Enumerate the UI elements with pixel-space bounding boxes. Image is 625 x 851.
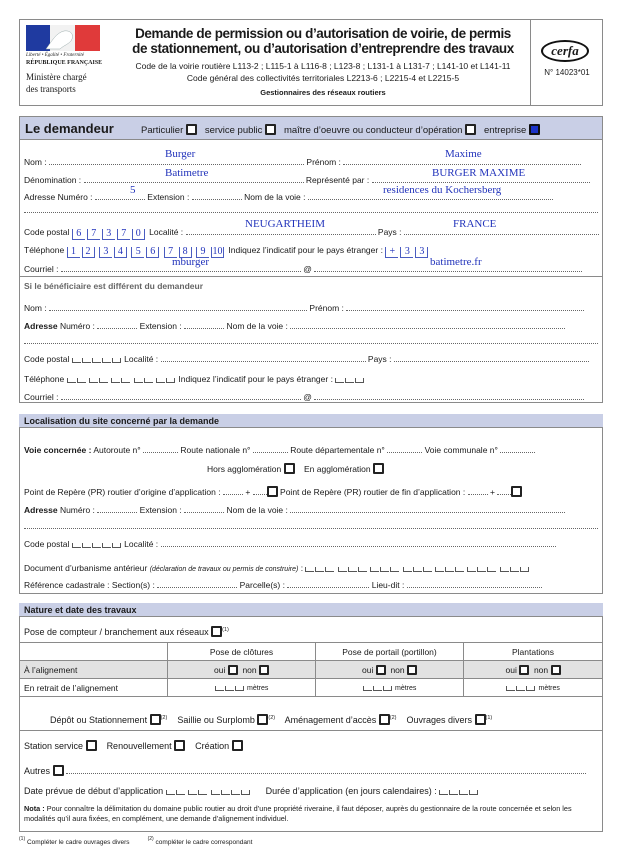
en-agglo-label: En agglomération xyxy=(304,464,371,474)
tel-digit[interactable]: 7 xyxy=(164,247,177,258)
autoroute-field[interactable] xyxy=(143,444,178,453)
portail-metres xyxy=(316,679,464,697)
plantations-metres-unit: mètres xyxy=(538,685,560,692)
footer-sup1: (1) xyxy=(19,836,26,842)
pr-fin-field[interactable] xyxy=(468,486,488,495)
loc-adresse-label: Adresse xyxy=(24,505,58,515)
benef-courriel-user[interactable] xyxy=(61,391,301,400)
pr-fin-offset[interactable] xyxy=(497,486,511,495)
plantations-metres-boxes[interactable] xyxy=(506,683,536,693)
prenom-value: Maxime xyxy=(445,148,482,160)
indic-digit[interactable]: 3 xyxy=(415,247,428,258)
amenag-sup: (2) xyxy=(389,715,397,721)
benef-cp-label: Code postal xyxy=(24,354,70,364)
row-alignement: À l’alignement xyxy=(20,661,168,679)
opt-entreprise-label: entreprise xyxy=(484,125,527,136)
voie-concernee-label: Voie concernée : xyxy=(24,445,92,455)
opt-service-label: service public xyxy=(204,125,263,136)
vc-label: Voie communale n° xyxy=(424,445,498,455)
denom-value: Batimetre xyxy=(165,167,209,179)
loc-ext-field[interactable] xyxy=(184,504,224,513)
repres-value: BURGER MAXIME xyxy=(432,167,526,179)
loc-numero-label: Numéro : xyxy=(59,505,95,515)
legal-codes-line1: Code de la voirie routière L113-2 ; L115-1 à L116-8 ; L123-8 ; L131-1 à L131-7 ; L141-10 et L141-11 xyxy=(135,61,511,71)
courriel-domain-value: batimetre.fr xyxy=(430,256,482,268)
autres-label: Autres xyxy=(24,766,51,776)
beneficiaire-title: Si le bénéficiaire est différent du demandeur xyxy=(24,281,204,291)
autoroute-label: Autoroute n° xyxy=(93,445,141,455)
ministry-line1: Ministère chargé xyxy=(26,72,87,82)
numero-label: Numéro : xyxy=(57,192,93,202)
nota-text: Pour connaître la délimitation du domaine public routier au droit d’une propriété riveraine, il faut déposer, auprès du gestionnaire de la route concernée et selon les modalités qu’il aura fixées, en complément, une demande d’alignement individuel. xyxy=(24,804,572,823)
at-sign: @ xyxy=(303,264,312,274)
duree-label: Durée d’application (en jours calendaires) : xyxy=(265,786,437,796)
benef-voie-label: Nom de la voie : xyxy=(226,321,288,331)
rn-label: Route nationale n° xyxy=(180,445,251,455)
localite-value: NEUGARTHEIM xyxy=(245,218,325,230)
table-corner-cell xyxy=(20,643,168,661)
loc-voie-field[interactable] xyxy=(290,504,565,513)
clotures-metres xyxy=(168,679,316,697)
depot-sup: (2) xyxy=(160,715,168,721)
ministry-line2: des transports xyxy=(26,84,76,94)
pr-origine-offset[interactable] xyxy=(253,486,267,495)
doc-label: Document d’urbanisme antérieur xyxy=(24,563,148,573)
tel-digit[interactable]: 5 xyxy=(131,247,144,258)
form-title-line2: de stationnement, ou d’autorisation d’entreprendre des travaux xyxy=(132,41,514,56)
logo-motto: Liberté • Égalité • Fraternité xyxy=(26,53,84,58)
cp-digit[interactable]: 7 xyxy=(87,229,100,240)
tel-digit[interactable]: 1 xyxy=(67,247,80,258)
indic-digit[interactable]: + xyxy=(385,247,398,258)
pays-label: Pays : xyxy=(377,227,402,237)
adresse-label: Adresse xyxy=(24,192,56,202)
voie-value: residences du Kochersberg xyxy=(383,184,502,196)
ouvrages-sup: (1) xyxy=(485,715,493,721)
benef-adresse-row xyxy=(24,320,565,331)
benef-tel-row xyxy=(24,374,365,385)
clotures-oui-checkbox[interactable] xyxy=(228,665,238,675)
benef-courriel-row xyxy=(24,391,584,402)
clotures-oui-label: oui xyxy=(213,664,226,675)
benef-numero-field[interactable] xyxy=(97,320,137,329)
tel-digit[interactable]: 2 xyxy=(82,247,95,258)
station-checkbox[interactable] xyxy=(86,740,97,751)
repres-label: Représenté par : xyxy=(305,175,370,185)
demandeur-type-options xyxy=(141,124,540,136)
pr-row xyxy=(24,486,522,497)
indic-digit-boxes[interactable] xyxy=(385,245,430,255)
clotures-non-checkbox[interactable] xyxy=(259,665,269,675)
hors-agglo-checkbox[interactable] xyxy=(284,463,295,474)
rn-field[interactable] xyxy=(253,444,288,453)
parcelles-field[interactable] xyxy=(287,579,369,588)
portail-metres-boxes[interactable] xyxy=(363,683,393,693)
date-debut-boxes[interactable] xyxy=(166,787,251,797)
opt-maitre-label: maître d’oeuvre ou conducteur d’opération xyxy=(283,125,463,136)
portail-non-checkbox[interactable] xyxy=(407,665,417,675)
saillie-checkbox[interactable] xyxy=(257,714,268,725)
agglomeration-row xyxy=(207,463,384,474)
portail-oui-non xyxy=(316,661,464,679)
footer-note2: compléter le cadre correspondant xyxy=(155,839,253,846)
benef-courriel-label: Courriel : xyxy=(24,392,59,402)
benef-prenom-field[interactable] xyxy=(346,302,584,311)
loc-adresse-row xyxy=(24,504,565,515)
pr-origine-field[interactable] xyxy=(223,486,243,495)
clotures-oui-non xyxy=(168,661,316,679)
plantations-oui-checkbox[interactable] xyxy=(519,665,529,675)
saillie-label: Saillie ou Surplomb xyxy=(177,715,255,725)
travaux-table xyxy=(19,642,603,697)
denom-label: Dénomination : xyxy=(24,175,82,185)
tel-digit[interactable]: 3 xyxy=(99,247,112,258)
pr-fin-plus: + xyxy=(490,487,495,497)
plantations-metres xyxy=(464,679,603,697)
cadastre-row xyxy=(24,579,542,590)
tel-digit[interactable]: 6 xyxy=(146,247,159,258)
clotures-non-label: non xyxy=(242,664,257,675)
footer-notes xyxy=(19,836,252,846)
doc-note: (déclaration de travaux ou permis de construire) xyxy=(149,566,299,573)
travaux-title: Nature et date des travaux xyxy=(19,603,603,617)
cp-digit-boxes[interactable] xyxy=(72,227,147,237)
vc-field[interactable] xyxy=(500,444,535,453)
loc-localite-field[interactable] xyxy=(161,538,556,547)
plantations-oui-non xyxy=(464,661,603,679)
footer-sup2: (2) xyxy=(147,836,154,842)
cp-label: Code postal xyxy=(24,227,70,237)
station-row xyxy=(24,740,243,751)
nom-value: Burger xyxy=(165,148,196,160)
parcelles-label: Parcelle(s) : xyxy=(239,580,285,590)
pr-origine-plus: + xyxy=(245,487,251,497)
localisation-title: Localisation du site concerné par la demande xyxy=(19,414,603,428)
creation-label: Création xyxy=(195,741,230,751)
depot-checkbox[interactable] xyxy=(150,714,161,725)
cp-digit[interactable]: 7 xyxy=(117,229,130,240)
benef-tel-boxes[interactable] xyxy=(67,375,177,385)
amenag-label: Aménagement d’accès xyxy=(284,715,377,725)
ouvrages-label: Ouvrages divers xyxy=(406,715,473,725)
pr-origine-checkbox[interactable] xyxy=(267,486,278,497)
nota-label: Nota : xyxy=(24,804,45,813)
maitre-oeuvre-checkbox[interactable] xyxy=(465,124,476,135)
opt-particulier-label: Particulier xyxy=(141,125,184,136)
portail-oui-checkbox[interactable] xyxy=(376,665,386,675)
renouv-label: Renouvellement xyxy=(106,741,172,751)
cerfa-box xyxy=(530,19,603,106)
saillie-sup: (2) xyxy=(268,715,276,721)
nom-label: Nom : xyxy=(24,157,47,167)
autres-checkbox[interactable] xyxy=(53,765,64,776)
adresse-line2[interactable] xyxy=(24,204,598,213)
loc-cp-label: Code postal xyxy=(24,539,70,549)
doc-ref-boxes[interactable] xyxy=(305,564,529,574)
col-clotures: Pose de clôtures xyxy=(168,643,316,661)
section-field[interactable] xyxy=(157,579,237,588)
lieudit-label: Lieu-dit : xyxy=(371,580,405,590)
loc-ext-label: Extension : xyxy=(139,505,182,515)
tel-digit[interactable]: 10 xyxy=(212,246,223,257)
marianne-logo xyxy=(26,25,100,51)
plantations-non-checkbox[interactable] xyxy=(551,665,561,675)
loc-numero-field[interactable] xyxy=(97,504,137,513)
tel-digit[interactable]: 4 xyxy=(114,247,127,258)
pose-compteur-checkbox[interactable] xyxy=(211,626,222,637)
en-agglo-checkbox[interactable] xyxy=(373,463,384,474)
localite-label: Localité : xyxy=(149,227,184,237)
portail-oui-label: oui xyxy=(361,664,374,675)
rd-field[interactable] xyxy=(387,444,422,453)
travaux-separator xyxy=(19,730,603,731)
depot-label: Dépôt ou Stationnement xyxy=(50,715,148,725)
cerfa-logo xyxy=(541,40,589,62)
legal-codes-line2: Code général des collectivités territoriales L2213-6 ; L2215-4 et L2215-5 xyxy=(186,73,460,83)
amenag-checkbox[interactable] xyxy=(379,714,390,725)
benef-localite-field[interactable] xyxy=(161,353,366,362)
cp-digit[interactable]: 3 xyxy=(102,229,115,240)
numero-field[interactable] xyxy=(95,191,145,200)
row-retrait: En retrait de l’alignement xyxy=(20,679,168,697)
pays-field[interactable] xyxy=(404,226,599,235)
demandeur-nom-row xyxy=(24,156,581,167)
logo-republique: RÉPUBLIQUE FRANÇAISE xyxy=(26,60,103,66)
nota xyxy=(24,804,599,824)
benef-ext-field[interactable] xyxy=(184,320,224,329)
pose-compteur-label: Pose de compteur / branchement aux réseaux xyxy=(24,627,209,637)
benef-numero-label: Numéro : xyxy=(59,321,95,331)
pose-compteur-row xyxy=(24,626,229,637)
cerfa-logo-text: cerfa xyxy=(551,43,579,58)
portail-metres-unit: mètres xyxy=(394,685,417,692)
cerfa-number: N° 14023*01 xyxy=(544,68,590,77)
col-plantations: Plantations xyxy=(464,643,603,661)
managers-label: Gestionnaires des réseaux routiers xyxy=(260,88,386,97)
benef-nom-label: Nom : xyxy=(24,303,47,313)
rd-label: Route départementale n° xyxy=(290,445,385,455)
demandeur-tel-row xyxy=(24,245,430,258)
tel-label: Téléphone xyxy=(24,245,65,255)
tel-digit[interactable]: 9 xyxy=(196,247,209,258)
loc-adresse-line2[interactable] xyxy=(24,520,598,529)
benef-courriel-domain[interactable] xyxy=(314,391,584,400)
lieudit-field[interactable] xyxy=(407,579,542,588)
benef-pays-label: Pays : xyxy=(367,354,392,364)
extension-field[interactable] xyxy=(192,191,242,200)
benef-localite-label: Localité : xyxy=(124,354,159,364)
pr-fin-checkbox[interactable] xyxy=(511,486,522,497)
benef-at-sign: @ xyxy=(303,392,312,402)
loc-voie-label: Nom de la voie : xyxy=(226,505,288,515)
benef-cp-boxes[interactable] xyxy=(72,355,122,365)
courriel-user-value: mburger xyxy=(172,256,210,268)
benef-ext-label: Extension : xyxy=(139,321,182,331)
indic-digit[interactable]: 3 xyxy=(400,247,413,258)
cp-digit[interactable]: 6 xyxy=(72,229,85,240)
courriel-label: Courriel : xyxy=(24,264,59,274)
cp-digit[interactable]: 0 xyxy=(132,229,145,240)
autres-field[interactable] xyxy=(66,765,586,774)
benef-indic-label: Indiquez l’indicatif pour le pays étranger : xyxy=(178,374,333,384)
form-title-line1: Demande de permission ou d’autorisation de voirie, de permis xyxy=(135,26,511,41)
depot-row xyxy=(50,714,492,725)
tel-digit-boxes[interactable] xyxy=(67,245,227,255)
doc-urbanisme-row: Document d’urbanisme antérieur (déclaration de travaux ou permis de construire) : xyxy=(24,563,530,574)
numero-value: 5 xyxy=(130,184,136,196)
plantations-non-label: non xyxy=(533,664,549,675)
benef-nom-row xyxy=(24,302,584,313)
extension-label: Extension : xyxy=(147,192,190,202)
benef-indic-boxes[interactable] xyxy=(335,375,365,385)
prenom-label: Prénom : xyxy=(306,157,341,167)
date-debut-label: Date prévue de début d’application xyxy=(24,786,164,796)
creation-checkbox[interactable] xyxy=(232,740,243,751)
demandeur-title: Le demandeur xyxy=(25,121,114,136)
benef-cp-row xyxy=(24,353,589,365)
clotures-metres-unit: mètres xyxy=(246,685,269,692)
ouvrages-checkbox[interactable] xyxy=(475,714,486,725)
pr-origine-label: Point de Repère (PR) routier d’origine d’application : xyxy=(24,487,221,497)
portail-non-label: non xyxy=(390,664,405,675)
autres-row xyxy=(24,765,586,776)
demandeur-courriel-row xyxy=(24,263,582,274)
indic-label: Indiquez l’indicatif pour le pays étranger : xyxy=(228,245,383,255)
service-public-checkbox[interactable] xyxy=(265,124,276,135)
benef-voie-field[interactable] xyxy=(290,320,565,329)
benef-tel-label: Téléphone xyxy=(24,374,65,384)
voie-label: Nom de la voie : xyxy=(244,192,306,202)
particulier-checkbox[interactable] xyxy=(186,124,197,135)
tel-digit[interactable]: 8 xyxy=(179,247,192,258)
pose-compteur-sup: (1) xyxy=(222,627,229,633)
loc-localite-label: Localité : xyxy=(124,539,159,549)
benef-adresse-label: Adresse xyxy=(24,321,58,331)
voie-concernee-row xyxy=(24,444,535,455)
footer-note1: Compléter le cadre ouvrages divers xyxy=(26,839,130,846)
duree-boxes[interactable] xyxy=(439,787,479,797)
hors-agglo-label: Hors agglomération xyxy=(207,464,282,474)
date-row xyxy=(24,786,479,797)
station-label: Station service xyxy=(24,741,84,751)
ref-cadastre-label: Référence cadastrale : Section(s) : xyxy=(24,580,155,590)
benef-nom-field[interactable] xyxy=(49,302,307,311)
benef-adresse-line2[interactable] xyxy=(24,335,598,344)
pr-fin-label: Point de Repère (PR) routier de fin d’application : xyxy=(280,487,466,497)
benef-pays-field[interactable] xyxy=(394,353,589,362)
loc-cp-row xyxy=(24,538,556,550)
benef-prenom-label: Prénom : xyxy=(309,303,344,313)
entreprise-checkbox[interactable] xyxy=(529,124,540,135)
loc-cp-boxes[interactable] xyxy=(72,540,122,550)
renouv-checkbox[interactable] xyxy=(174,740,185,751)
col-portail: Pose de portail (portillon) xyxy=(316,643,464,661)
plantations-oui-label: oui xyxy=(505,664,517,675)
beneficiaire-separator xyxy=(19,276,603,277)
pays-value: FRANCE xyxy=(453,218,497,230)
clotures-metres-boxes[interactable] xyxy=(215,683,245,693)
